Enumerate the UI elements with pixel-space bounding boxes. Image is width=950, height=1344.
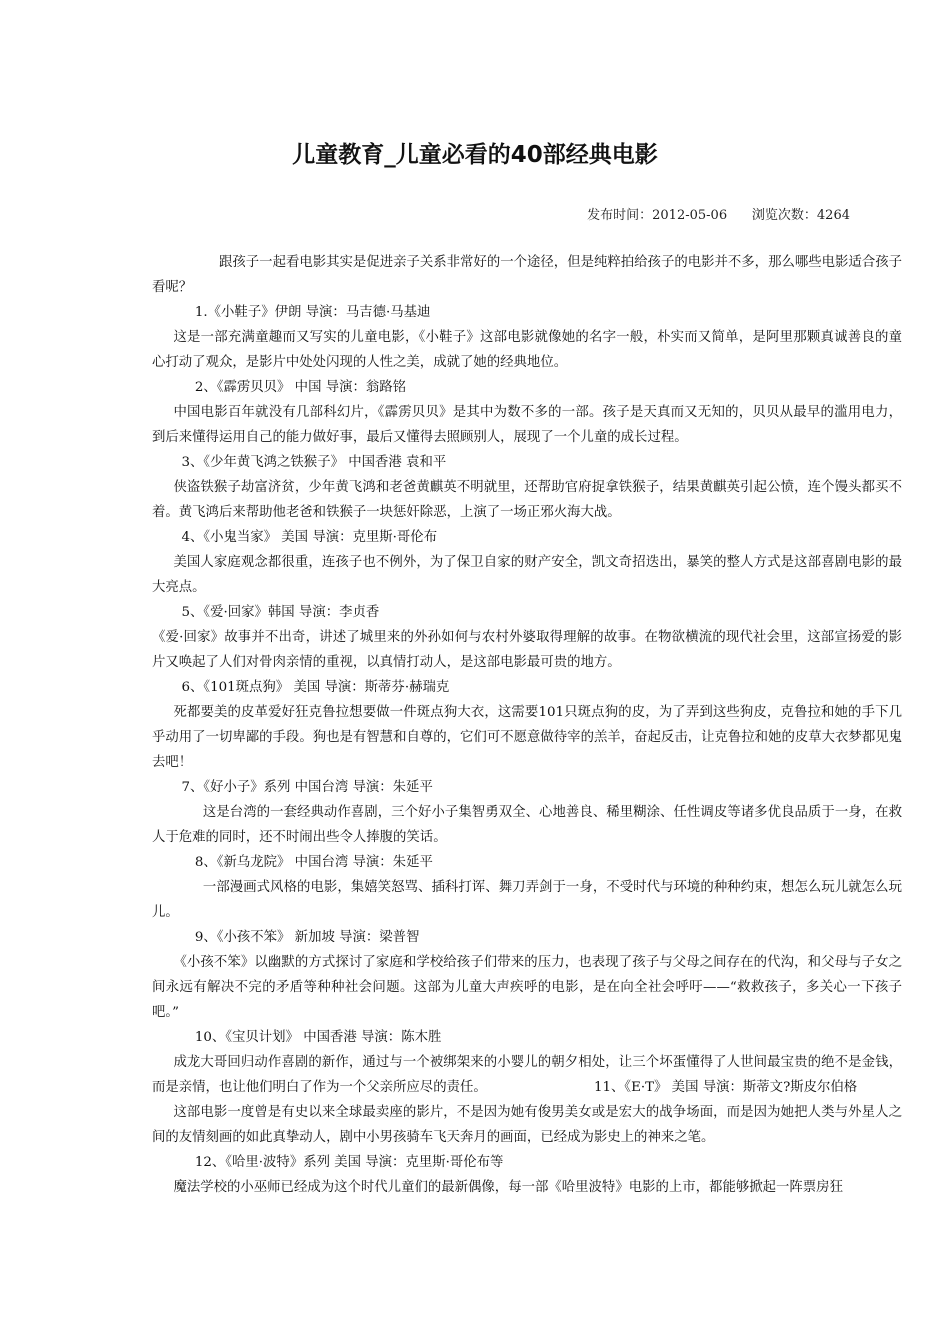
item-description: 侠盗铁猴子劫富济贫，少年黄飞鸿和老爸黄麒英不明就里，还帮助官府捉拿铁猴子，结果黄麒英引起公愤，连个馒头都买不着。黄飞鸿后来帮助他老爸和铁猴子一块惩奸除恶，上演了一场正邪火海大战。	[152, 480, 902, 520]
view-count: 浏览次数：4264	[751, 208, 850, 223]
item-description: 这部电影一度曾是有史以来全球最卖座的影片，不是因为她有俊男美女或是宏大的战争场面，而是因为她把人类与外星人之间的友情刻画的如此真挚动人，剧中小男孩骑车飞天奔月的画面，已经成为影史上的神来之笔。	[152, 1105, 902, 1145]
item-heading: 10、《宝贝计划》 中国香港 导演：陈木胜	[194, 1030, 442, 1045]
item-heading: 7、《好小子》系列 中国台湾 导演：朱延平	[181, 780, 433, 795]
intro-paragraph: 跟孩子一起看电影其实是促进亲子关系非常好的一个途径，但是纯粹拍给孩子的电影并不多，那么哪些电影适合孩子看呢？	[152, 255, 902, 295]
article-title: 儿童教育_儿童必看的40部经典电影	[292, 142, 658, 168]
item-heading: 1.《小鞋子》伊朗 导演：马吉德·马基迪	[194, 305, 431, 320]
article-body	[152, 250, 902, 1200]
item-description: 美国人家庭观念都很重，连孩子也不例外，为了保卫自家的财产安全，凯文奇招迭出，暴笑的整人方式是这部喜剧电影的最大亮点。	[152, 555, 902, 595]
item-description: 这是台湾的一套经典动作喜剧，三个好小子集智勇双全、心地善良、稀里糊涂、任性调皮等诸多优良品质于一身，在救人于危难的同时，还不时闹出些令人捧腹的笑话。	[152, 805, 902, 845]
item-description-text: 成龙大哥回归动作喜剧的新作，通过与一个被绑架来的小婴儿的朝夕相处，让三个坏蛋懂得了人世间最宝贵的绝不是金钱，而是亲情，也让他们明白了作为一个父亲所应尽的责任。	[152, 1055, 902, 1095]
item-heading: 8、《新乌龙院》 中国台湾 导演：朱延平	[194, 855, 433, 870]
item-heading: 12、《哈里·波特》系列 美国 导演：克里斯·哥伦布等	[194, 1155, 504, 1170]
item-description: 《小孩不笨》以幽默的方式探讨了家庭和学校给孩子们带来的压力，也表现了孩子与父母之间存在的代沟，和父母与子女之间永远有解决不完的矛盾等种种社会问题。这部为儿童大声疾呼的电影，是在向全社会呼吁——“救救孩子，多关心一下孩子吧。”	[152, 955, 902, 1020]
item-description: 中国电影百年就没有几部科幻片，《霹雳贝贝》是其中为数不多的一部。孩子是天真而又无知的，贝贝从最早的滥用电力，到后来懂得运用自己的能力做好事，最后又懂得去照顾别人，展现了一个儿童的成长过程。	[152, 405, 902, 445]
item-description	[152, 1050, 902, 1100]
item-description: 一部漫画式风格的电影，集嬉笑怒骂、插科打诨、舞刀弄剑于一身，不受时代与环境的种种约束，想怎么玩儿就怎么玩儿。	[152, 880, 902, 920]
item-description: 这是一部充满童趣而又写实的儿童电影，《小鞋子》这部电影就像她的名字一般，朴实而又简单，是阿里那颗真诚善良的童心打动了观众，是影片中处处闪现的人性之美，成就了她的经典地位。	[152, 330, 902, 370]
item-heading-inline: 11、《E·T》 美国 导演：斯蒂文?斯皮尔伯格	[593, 1080, 858, 1095]
item-heading: 2、《霹雳贝贝》 中国 导演：翁路铭	[194, 380, 407, 395]
item-description: 魔法学校的小巫师已经成为这个时代儿童们的最新偶像，每一部《哈里波特》电影的上市，都能够掀起一阵票房狂	[173, 1180, 843, 1195]
item-heading: 9、《小孩不笨》 新加坡 导演：梁普智	[194, 930, 420, 945]
item-heading: 4、《小鬼当家》 美国 导演：克里斯·哥伦布	[181, 530, 438, 545]
publish-date: 发布时间：2012-05-06	[587, 208, 728, 223]
item-heading: 6、《101斑点狗》 美国 导演：斯蒂芬·赫瑞克	[181, 680, 450, 695]
item-description: 死都要美的皮革爱好狂克鲁拉想要做一件斑点狗大衣，这需要101只斑点狗的皮，为了弄到这些狗皮，克鲁拉和她的手下几乎动用了一切卑鄙的手段。狗也是有智慧和自尊的，它们可不愿意做待宰的羔羊，奋起反击，让克鲁拉和她的皮草大衣梦都见鬼去吧！	[152, 705, 902, 770]
item-heading: 3、《少年黄飞鸿之铁猴子》 中国香港 袁和平	[181, 455, 447, 470]
article-meta	[587, 204, 850, 223]
item-description: 《爱·回家》故事并不出奇，讲述了城里来的外孙如何与农村外婆取得理解的故事。在物欲横流的现代社会里，这部宣扬爱的影片又唤起了人们对骨肉亲情的重视，以真情打动人，是这部电影最可贵的地方。	[152, 630, 902, 670]
item-heading: 5、《爱·回家》韩国 导演：李贞香	[181, 605, 380, 620]
